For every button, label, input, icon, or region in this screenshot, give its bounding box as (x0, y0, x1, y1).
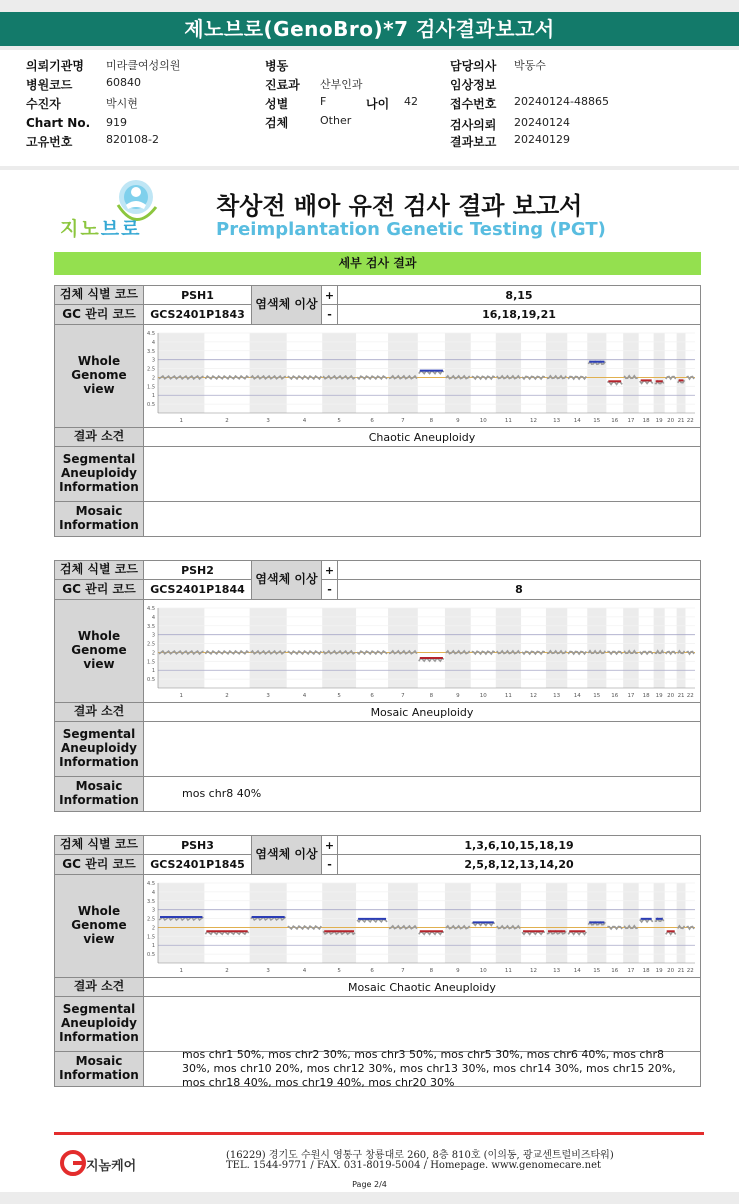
x-tick-label: 17 (627, 693, 635, 699)
x-tick-label: 3 (266, 693, 270, 699)
value-department: 산부인과 (320, 78, 363, 91)
y-tick-label: 2.5 (147, 641, 155, 648)
value-age: 42 (404, 95, 418, 108)
report-title-en: Preimplantation Genetic Testing (PGT) (216, 219, 606, 240)
x-tick-label: 16 (611, 968, 619, 974)
abnormal-label: 염색체 이상 (251, 560, 322, 600)
y-tick-label: 1.5 (147, 384, 155, 391)
chr-6-trace (357, 651, 387, 654)
y-tick-label: 2 (151, 925, 155, 932)
gc-code-value: GCS2401P1844 (143, 579, 252, 600)
x-tick-label: 3 (266, 418, 270, 424)
y-tick-label: 1 (151, 943, 155, 950)
y-tick-label: 2 (151, 650, 155, 657)
x-tick-label: 20 (667, 693, 675, 699)
minus-sign: - (321, 854, 338, 875)
logo-text-part-b: 브로 (100, 218, 142, 240)
whole-genome-chart-cell (143, 874, 701, 978)
chr-band (654, 333, 665, 413)
result-value: Mosaic Chaotic Aneuploidy (143, 977, 701, 997)
x-tick-label: 16 (611, 693, 619, 699)
footer-contact: TEL. 1544-9771 / FAX. 031-8019-5004 / Homepage. www.genomecare.net (226, 1160, 602, 1171)
footer-divider (54, 1132, 704, 1135)
whole-genome-label: Whole Genome view (54, 599, 144, 703)
chr-band (158, 608, 204, 688)
x-tick-label: 13 (553, 418, 561, 424)
x-tick-label: 18 (642, 418, 650, 424)
abnormal-label: 염색체 이상 (251, 285, 322, 325)
gc-code-value: GCS2401P1843 (143, 304, 252, 325)
gain-chromosomes: 1,3,6,10,15,18,19 (337, 835, 701, 855)
value-sex: F (320, 95, 327, 108)
x-tick-label: 9 (456, 693, 460, 699)
x-tick-label: 2 (225, 418, 229, 424)
label-hospital-code: 병원코드 (26, 78, 73, 92)
y-tick-label: 3.5 (147, 898, 155, 905)
x-tick-label: 1 (179, 693, 183, 699)
segmental-label: Segmental Aneuploidy Information (54, 446, 144, 502)
x-tick-label: 5 (337, 968, 341, 974)
x-tick-label: 21 (677, 693, 685, 699)
result-label: 결과 소견 (54, 702, 144, 722)
sample-id-label: 검체 식별 코드 (54, 560, 144, 580)
segmental-value (143, 996, 701, 1052)
chr-band (322, 883, 356, 963)
y-tick-label: 4.5 (147, 606, 155, 612)
result-label: 결과 소견 (54, 427, 144, 447)
result-value: Chaotic Aneuploidy (143, 427, 701, 447)
label-doctor: 담당의사 (450, 59, 497, 73)
y-tick-label: 3 (151, 907, 155, 914)
label-unique-id: 고유번호 (26, 135, 73, 149)
label-age: 나이 (366, 97, 390, 111)
y-tick-label: 0.5 (147, 402, 155, 409)
minus-sign: - (321, 579, 338, 600)
value-patient: 박시현 (106, 97, 138, 110)
segmental-label: Segmental Aneuploidy Information (54, 721, 144, 777)
x-tick-label: 7 (401, 693, 405, 699)
chr-12-trace (522, 651, 545, 654)
y-tick-label: 2.5 (147, 916, 155, 923)
loss-chromosomes: 16,18,19,21 (337, 304, 701, 325)
y-tick-label: 4 (151, 889, 155, 896)
chr-band (546, 883, 567, 963)
x-tick-label: 4 (302, 418, 307, 424)
chr-18-trace (640, 381, 653, 383)
value-specimen: Other (320, 114, 352, 127)
sample-id-value: PSH2 (143, 560, 252, 580)
label-chart-no: Chart No. (26, 116, 91, 130)
x-tick-label: 7 (401, 968, 405, 974)
x-tick-label: 8 (429, 968, 434, 974)
loss-chromosomes: 8 (337, 579, 701, 600)
plus-sign: + (321, 835, 338, 855)
y-tick-label: 3 (151, 357, 155, 364)
x-tick-label: 7 (401, 418, 405, 424)
x-tick-label: 15 (593, 968, 601, 974)
footer-company-name: 지놈케어 (86, 1159, 137, 1174)
label-institution: 의뢰기관명 (26, 59, 84, 73)
x-tick-label: 19 (655, 693, 663, 699)
mosaic-label: Mosaic Information (54, 1051, 144, 1087)
value-request-date: 20240124 (514, 116, 570, 129)
y-tick-label: 0.5 (147, 677, 155, 684)
chr-band (496, 333, 521, 413)
mosaic-value: mos chr8 40% (143, 776, 701, 812)
gain-chromosomes (337, 560, 701, 580)
section-detail-results: 세부 검사 결과 (54, 252, 701, 275)
gc-code-label: GC 관리 코드 (54, 854, 144, 875)
x-tick-label: 20 (667, 968, 675, 974)
chr-band (677, 883, 686, 963)
x-tick-label: 6 (370, 968, 374, 974)
chr-band (654, 883, 665, 963)
report-title-ko: 착상전 배아 유전 검사 결과 보고서 (216, 192, 583, 220)
chr-band (654, 608, 665, 688)
segmental-value (143, 446, 701, 502)
x-tick-label: 12 (529, 418, 537, 424)
x-tick-label: 22 (686, 693, 694, 699)
label-ward: 병동 (265, 59, 289, 73)
gc-code-label: GC 관리 코드 (54, 304, 144, 325)
chr-12-trace (522, 376, 545, 379)
mosaic-label: Mosaic Information (54, 501, 144, 537)
label-department: 진료과 (265, 78, 300, 92)
label-receipt-no: 접수번호 (450, 97, 497, 111)
x-tick-label: 4 (302, 968, 307, 974)
value-unique-id: 820108-2 (106, 133, 159, 146)
sample-id-label: 검체 식별 코드 (54, 285, 144, 305)
plus-sign: + (321, 285, 338, 305)
x-tick-label: 18 (642, 693, 650, 699)
chr-6-trace (357, 376, 387, 379)
y-tick-label: 1.5 (147, 659, 155, 666)
x-tick-label: 21 (677, 418, 685, 424)
y-tick-label: 4 (151, 614, 155, 621)
footer-address: (16229) 경기도 수원시 영통구 창룡대로 260, 8층 810호 (이의동, 광교센트럴비즈타워) (226, 1150, 614, 1161)
x-tick-label: 16 (611, 418, 619, 424)
x-tick-label: 6 (370, 418, 374, 424)
sample-id-label: 검체 식별 코드 (54, 835, 144, 855)
chr-band (445, 333, 471, 413)
x-tick-label: 5 (337, 693, 341, 699)
whole-genome-chart (144, 325, 701, 427)
y-tick-label: 3 (151, 632, 155, 639)
x-tick-label: 5 (337, 418, 341, 424)
chr-band (250, 608, 287, 688)
y-tick-label: 1 (151, 668, 155, 675)
result-value: Mosaic Aneuploidy (143, 702, 701, 722)
x-tick-label: 17 (627, 968, 635, 974)
y-tick-label: 4.5 (147, 881, 155, 887)
chr-band (677, 333, 686, 413)
mosaic-label: Mosaic Information (54, 776, 144, 812)
chr-band (587, 333, 606, 413)
chr-band (158, 333, 204, 413)
sample-id-value: PSH1 (143, 285, 252, 305)
chr-band (546, 608, 567, 688)
patient-info-panel (0, 50, 739, 166)
x-tick-label: 20 (667, 418, 675, 424)
genobro-logo-text (60, 214, 141, 241)
x-tick-label: 8 (429, 418, 434, 424)
value-hospital-code: 60840 (106, 76, 141, 89)
label-report-date: 결과보고 (450, 135, 497, 149)
chr-band (388, 333, 418, 413)
value-doctor: 박동수 (514, 59, 546, 72)
whole-genome-chart-cell (143, 599, 701, 703)
chr-2-trace (205, 651, 248, 654)
x-tick-label: 15 (593, 693, 601, 699)
y-tick-label: 3.5 (147, 623, 155, 630)
x-tick-label: 3 (266, 968, 270, 974)
minus-sign: - (321, 304, 338, 325)
y-tick-label: 1 (151, 393, 155, 400)
mosaic-value: mos chr1 50%, mos chr2 30%, mos chr3 50%, mos chr5 30%, mos chr6 40%, mos chr8 30%, mos chr10 20%, mos chr12 30%, mos chr13 30%, mos chr14 30%, mos chr15 20%, mos chr18 40%, mos chr19 40%, mos chr20 30% (143, 1051, 701, 1087)
page-number: Page 2/4 (352, 1180, 387, 1189)
gc-code-label: GC 관리 코드 (54, 579, 144, 600)
segmental-value (143, 721, 701, 777)
chr-band (623, 333, 639, 413)
x-tick-label: 9 (456, 418, 460, 424)
chr-band (623, 608, 639, 688)
whole-genome-chart-cell (143, 324, 701, 428)
chr-band (250, 883, 287, 963)
whole-genome-label: Whole Genome view (54, 324, 144, 428)
x-tick-label: 6 (370, 693, 374, 699)
whole-genome-chart (144, 875, 701, 977)
label-sex: 성별 (265, 97, 289, 111)
x-tick-label: 21 (677, 968, 685, 974)
x-tick-label: 10 (479, 693, 487, 699)
chr-band (445, 608, 471, 688)
sample-id-value: PSH3 (143, 835, 252, 855)
chr-2-trace (205, 376, 248, 379)
chr-band (250, 333, 287, 413)
chr-band (587, 608, 606, 688)
chr-band (546, 333, 567, 413)
x-tick-label: 13 (553, 693, 561, 699)
x-tick-label: 9 (456, 968, 460, 974)
x-tick-label: 22 (686, 418, 694, 424)
value-chart-no: 919 (106, 116, 127, 129)
value-report-date: 20240129 (514, 133, 570, 146)
x-tick-label: 1 (179, 418, 183, 424)
x-tick-label: 19 (655, 418, 663, 424)
x-tick-label: 18 (642, 968, 650, 974)
plus-sign: + (321, 560, 338, 580)
mosaic-value (143, 501, 701, 537)
value-receipt-no: 20240124-48865 (514, 95, 609, 108)
chr-band (158, 883, 204, 963)
y-tick-label: 3.5 (147, 348, 155, 355)
report-header-title: 제노브로(GenoBro)*7 검사결과보고서 (0, 12, 739, 46)
logo-text-part-a: 지노 (60, 218, 101, 240)
x-tick-label: 12 (529, 693, 537, 699)
x-tick-label: 2 (225, 968, 229, 974)
x-tick-label: 13 (553, 968, 561, 974)
chr-band (388, 608, 418, 688)
whole-genome-label: Whole Genome view (54, 874, 144, 978)
chr-20-trace (666, 377, 676, 380)
x-tick-label: 14 (573, 693, 581, 699)
x-tick-label: 1 (179, 968, 183, 974)
y-tick-label: 2.5 (147, 366, 155, 373)
segmental-label: Segmental Aneuploidy Information (54, 996, 144, 1052)
x-tick-label: 12 (529, 968, 537, 974)
label-request-date: 검사의뢰 (450, 118, 497, 132)
abnormal-label: 염색체 이상 (251, 835, 322, 875)
x-tick-label: 15 (593, 418, 601, 424)
chr-band (623, 883, 639, 963)
chr-18-trace (640, 920, 653, 922)
x-tick-label: 2 (225, 693, 229, 699)
chr-band (445, 883, 471, 963)
chr-band (322, 333, 356, 413)
chr-band (677, 608, 686, 688)
chr-20-trace (666, 652, 676, 655)
value-institution: 미라클여성의원 (106, 59, 181, 72)
chr-band (388, 883, 418, 963)
x-tick-label: 14 (573, 968, 581, 974)
y-tick-label: 4 (151, 339, 155, 346)
y-tick-label: 2 (151, 375, 155, 382)
y-tick-label: 4.5 (147, 331, 155, 337)
x-tick-label: 17 (627, 418, 635, 424)
y-tick-label: 0.5 (147, 952, 155, 959)
x-tick-label: 10 (479, 968, 487, 974)
x-tick-label: 11 (504, 418, 512, 424)
whole-genome-chart (144, 600, 701, 702)
y-tick-label: 1.5 (147, 934, 155, 941)
loss-chromosomes: 2,5,8,12,13,14,20 (337, 854, 701, 875)
x-tick-label: 14 (573, 418, 581, 424)
result-label: 결과 소견 (54, 977, 144, 997)
chr-band (496, 883, 521, 963)
gc-code-value: GCS2401P1845 (143, 854, 252, 875)
chr-band (322, 608, 356, 688)
x-tick-label: 4 (302, 693, 307, 699)
label-clinical-info: 임상정보 (450, 78, 497, 92)
chr-band (496, 608, 521, 688)
label-specimen: 검체 (265, 116, 289, 130)
label-patient: 수진자 (26, 97, 61, 111)
x-tick-label: 19 (655, 968, 663, 974)
gain-chromosomes: 8,15 (337, 285, 701, 305)
x-tick-label: 8 (429, 693, 434, 699)
x-tick-label: 22 (686, 968, 694, 974)
x-tick-label: 10 (479, 418, 487, 424)
x-tick-label: 11 (504, 968, 512, 974)
x-tick-label: 11 (504, 693, 512, 699)
